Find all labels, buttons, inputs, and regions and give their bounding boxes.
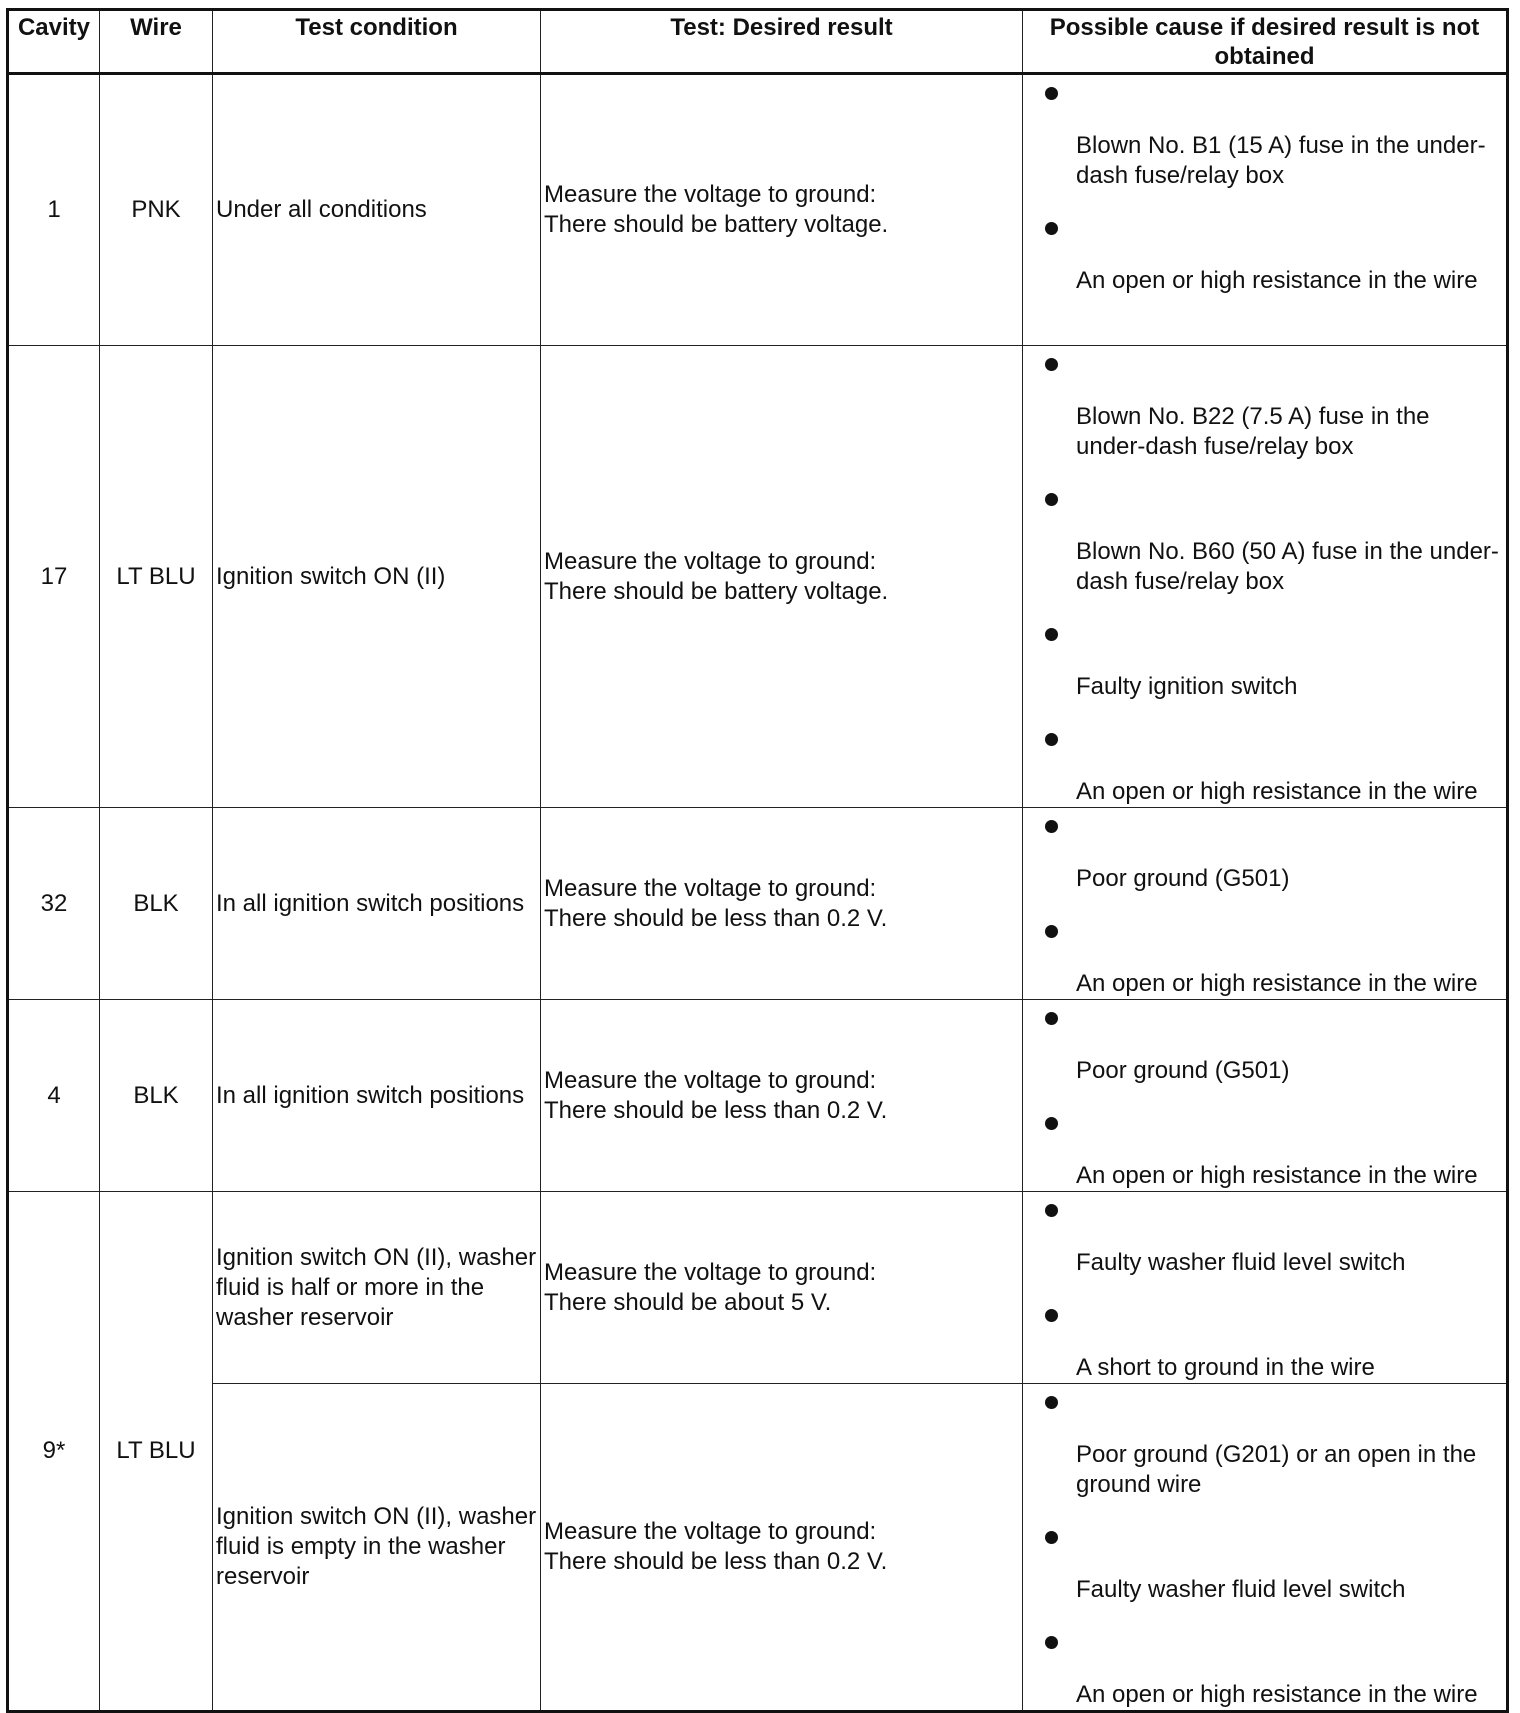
result-line: Measure the voltage to ground: [544, 874, 877, 902]
condition-cell: Ignition switch ON (II), washer fluid is empty in the washer reservoir [213, 1384, 541, 1712]
cause-item [1023, 210, 1506, 345]
cause-item [1023, 75, 1506, 210]
bullet-icon [1045, 1012, 1058, 1025]
cause-text: Poor ground (G201) or an open in the ground wire [1076, 1441, 1477, 1498]
cause-item [1023, 808, 1506, 913]
bullet-icon [1045, 733, 1058, 746]
result-cell [541, 346, 1023, 808]
result-line: There should be less than 0.2 V. [544, 904, 888, 932]
header-cause: Possible cause if desired result is not obtained [1023, 10, 1508, 74]
cause-cell [1023, 808, 1508, 1000]
result-line: There should be about 5 V. [544, 1288, 832, 1316]
bullet-icon [1045, 820, 1058, 833]
cause-item [1023, 1105, 1506, 1191]
condition-cell: Ignition switch ON (II), washer fluid is half or more in the washer reservoir [213, 1192, 541, 1384]
cause-cell [1023, 346, 1508, 808]
bullet-icon [1045, 628, 1058, 641]
cause-cell [1023, 1384, 1508, 1712]
result-line: There should be less than 0.2 V. [544, 1096, 888, 1124]
bullet-icon [1045, 1204, 1058, 1217]
result-line: Measure the voltage to ground: [544, 181, 877, 208]
result-line: Measure the voltage to ground: [544, 547, 877, 575]
cause-text: Blown No. B22 (7.5 A) fuse in the under-dash fuse/relay box [1076, 403, 1430, 460]
result-cell [541, 1192, 1023, 1384]
condition-cell: In all ignition switch positions [213, 808, 541, 1000]
cause-item [1023, 1384, 1506, 1519]
result-cell [541, 808, 1023, 1000]
cause-text: Blown No. B1 (15 A) fuse in the under-dash fuse/relay box [1076, 132, 1486, 189]
header-result: Test: Desired result [541, 10, 1023, 74]
table-row [8, 808, 1508, 1000]
cause-text: An open or high resistance in the wire [1076, 970, 1478, 997]
result-cell [541, 1384, 1023, 1712]
result-line: There should be battery voltage. [544, 211, 889, 238]
result-line: Measure the voltage to ground: [544, 1518, 877, 1545]
wire-cell: LT BLU [100, 346, 213, 808]
bullet-icon [1045, 925, 1058, 938]
cause-item [1023, 721, 1506, 807]
cause-item [1023, 1000, 1506, 1105]
bullet-icon [1045, 1396, 1058, 1409]
result-line: Measure the voltage to ground: [544, 1258, 877, 1286]
cause-text: A short to ground in the wire [1076, 1354, 1375, 1381]
bullet-icon [1045, 87, 1058, 100]
bullet-icon [1045, 1309, 1058, 1322]
cause-item [1023, 1519, 1506, 1624]
bullet-icon [1045, 1531, 1058, 1544]
test-table [6, 8, 1509, 1713]
cause-text: Faulty washer fluid level switch [1076, 1249, 1406, 1276]
condition-cell: Ignition switch ON (II) [213, 346, 541, 808]
cause-item [1023, 1192, 1506, 1297]
cause-text: Blown No. B60 (50 A) fuse in the under-dash fuse/relay box [1076, 538, 1499, 595]
header-row [8, 10, 1508, 74]
cause-cell [1023, 74, 1508, 346]
result-line: Measure the voltage to ground: [544, 1066, 877, 1094]
table-row [8, 74, 1508, 346]
cavity-cell: 9* [8, 1192, 100, 1712]
cause-text: Faulty ignition switch [1076, 673, 1298, 700]
bullet-icon [1045, 222, 1058, 235]
cause-text: Faulty washer fluid level switch [1076, 1576, 1406, 1603]
cause-text: An open or high resistance in the wire [1076, 267, 1478, 294]
result-cell [541, 1000, 1023, 1192]
cause-text: An open or high resistance in the wire [1076, 778, 1478, 805]
table-row [8, 346, 1508, 808]
cause-text: An open or high resistance in the wire [1076, 1162, 1478, 1189]
cavity-cell: 4 [8, 1000, 100, 1192]
condition-cell: In all ignition switch positions [213, 1000, 541, 1192]
wire-cell: PNK [100, 74, 213, 346]
bullet-icon [1045, 358, 1058, 371]
cause-item [1023, 346, 1506, 481]
table-row [8, 1192, 1508, 1384]
wire-cell: BLK [100, 808, 213, 1000]
table-row [8, 1384, 1508, 1712]
result-cell [541, 74, 1023, 346]
cause-item [1023, 1297, 1506, 1383]
bullet-icon [1045, 1636, 1058, 1649]
cause-text: Poor ground (G501) [1076, 865, 1290, 892]
cause-item [1023, 616, 1506, 721]
bullet-icon [1045, 1117, 1058, 1130]
cause-item [1023, 913, 1506, 999]
table-row [8, 1000, 1508, 1192]
header-condition: Test condition [213, 10, 541, 74]
cause-cell [1023, 1192, 1508, 1384]
wire-cell: BLK [100, 1000, 213, 1192]
cause-text: An open or high resistance in the wire [1076, 1681, 1478, 1708]
result-line: There should be less than 0.2 V. [544, 1548, 888, 1575]
bullet-icon [1045, 493, 1058, 506]
header-wire: Wire [100, 10, 213, 74]
cause-cell [1023, 1000, 1508, 1192]
condition-cell: Under all conditions [213, 74, 541, 346]
cause-item [1023, 1624, 1506, 1710]
cause-item [1023, 481, 1506, 616]
cause-text: Poor ground (G501) [1076, 1057, 1290, 1084]
wire-cell: LT BLU [100, 1192, 213, 1712]
cavity-cell: 32 [8, 808, 100, 1000]
cavity-cell: 1 [8, 74, 100, 346]
cavity-cell: 17 [8, 346, 100, 808]
result-line: There should be battery voltage. [544, 577, 889, 605]
header-cavity: Cavity [8, 10, 100, 74]
